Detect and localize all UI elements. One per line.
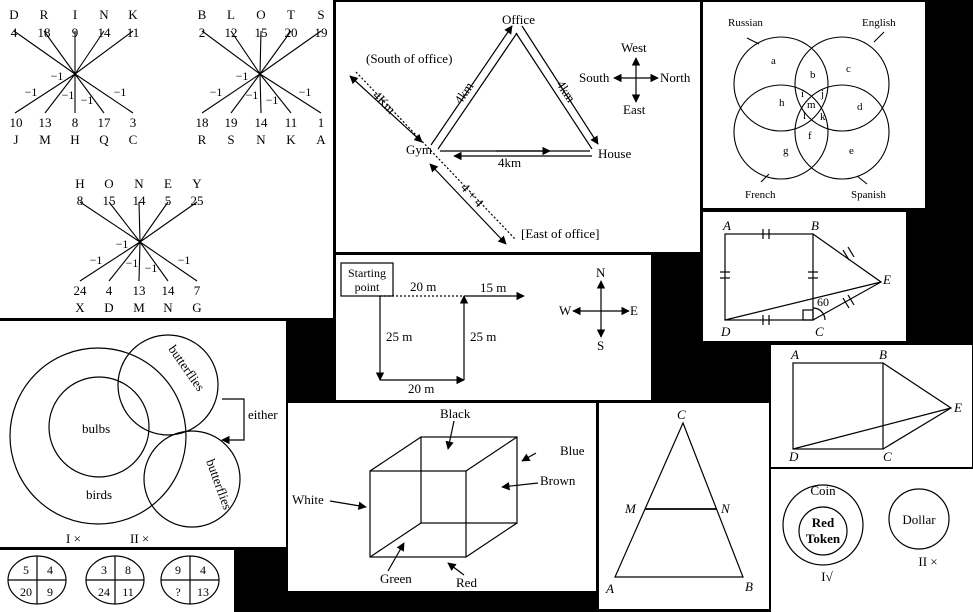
drink-offset-3: −1	[61, 88, 75, 102]
drink-number-3: 9	[71, 25, 79, 40]
gym-office-distance: 4km	[451, 79, 477, 107]
english-label: English	[862, 17, 896, 29]
honey-offset-5: −1	[177, 253, 191, 267]
circle1-cell-3: 20	[20, 585, 32, 599]
vertex-c: C	[815, 324, 824, 339]
french-label: French	[745, 189, 776, 201]
circle2-cell-1: 3	[101, 563, 107, 577]
either-label: either	[248, 407, 278, 422]
drink-out-letter-1: J	[13, 132, 19, 147]
region-h: h	[779, 97, 785, 109]
gym-house-distance: 4km	[498, 155, 522, 170]
svg-text:point: point	[354, 280, 380, 294]
vertex-e: E	[883, 272, 891, 287]
syllogism-mark-2: II ×	[130, 531, 150, 546]
circle2-cell-2: 8	[125, 563, 131, 577]
route-map-figure	[336, 2, 700, 252]
sq-vertex-a: A	[791, 347, 799, 362]
blots-letter-3: O	[256, 7, 266, 22]
honey-letter-1: H	[75, 176, 85, 191]
compass-left-label: South	[579, 70, 610, 85]
white-label: White	[292, 492, 324, 507]
honey-number-1: 8	[76, 193, 84, 208]
office-label: Office	[502, 12, 535, 27]
compass-e: E	[630, 303, 638, 318]
honey-out-letter-5: G	[192, 300, 202, 315]
language-venn-figure	[703, 2, 925, 208]
tri-point-m: M	[625, 501, 636, 516]
blots-out-letter-1: R	[197, 132, 207, 147]
east-distance: 4 + 4	[457, 179, 487, 210]
compass-bottom-label: East	[623, 102, 646, 117]
gym-label: Gym	[406, 142, 432, 157]
tri-vertex-c: C	[677, 407, 686, 422]
drink-number-4: 14	[97, 25, 111, 40]
walk-path-figure	[336, 255, 651, 400]
blue-label: Blue	[560, 443, 585, 458]
vertex-a: A	[723, 218, 731, 233]
drink-letter-2: R	[39, 7, 49, 22]
square-triangle-marks-figure	[703, 212, 906, 341]
drink-letter-3: I	[72, 7, 78, 22]
blots-number-2: 12	[224, 25, 238, 40]
blots-out-number-2: 19	[224, 115, 238, 130]
region-b: b	[810, 69, 816, 81]
region-f: f	[808, 130, 812, 142]
honey-out-letter-3: M	[133, 300, 145, 315]
region-a: a	[771, 55, 776, 67]
drink-out-number-2: 13	[38, 115, 52, 130]
midpoint-triangle-figure	[599, 403, 769, 609]
east-of-office-label: [East of office]	[521, 226, 600, 241]
south-distance: 4Km	[369, 87, 399, 117]
honey-out-number-4: 14	[161, 283, 175, 298]
drink-number-2: 18	[37, 25, 51, 40]
sq-vertex-b: B	[879, 347, 887, 362]
walk-dist-5: 20 m	[408, 381, 435, 396]
honey-out-number-2: 4	[105, 283, 113, 298]
honey-out-number-1: 24	[73, 283, 87, 298]
vertex-d: D	[721, 324, 731, 339]
black-label: Black	[440, 406, 471, 421]
circle1-cell-1: 5	[23, 563, 29, 577]
drink-offset-4: −1	[80, 93, 94, 107]
walk-dist-2: 15 m	[480, 280, 507, 295]
sq-vertex-c: C	[883, 449, 892, 464]
honey-offset-1: −1	[115, 237, 129, 251]
drink-offset-5: −1	[113, 85, 127, 99]
blots-letter-2: L	[227, 7, 235, 22]
honey-letter-2: O	[104, 176, 114, 191]
drink-out-number-3: 8	[71, 115, 79, 130]
drink-out-letter-5: C	[128, 132, 138, 147]
circle3-cell-3: ?	[175, 585, 181, 599]
blots-offset-3: −1	[245, 88, 259, 102]
coin-label: Coin	[810, 483, 836, 498]
honey-number-3: 14	[132, 193, 146, 208]
drink-offset-2: −1	[24, 85, 38, 99]
blots-out-letter-3: N	[256, 132, 266, 147]
sq-vertex-d: D	[789, 449, 799, 464]
spanish-label: Spanish	[851, 189, 886, 201]
cube-panel	[288, 403, 596, 591]
blots-number-1: 2	[198, 25, 206, 40]
honey-number-4: 5	[164, 193, 172, 208]
drink-out-number-5: 3	[129, 115, 137, 130]
office-house-distance: 4km	[553, 77, 579, 106]
code-words-figure	[0, 0, 333, 318]
honey-out-number-3: 13	[132, 283, 146, 298]
blots-offset-4: −1	[265, 93, 279, 107]
region-g: g	[783, 145, 789, 157]
house-label: House	[598, 146, 632, 161]
birds-label: birds	[86, 487, 112, 502]
drink-out-number-4: 17	[97, 115, 111, 130]
coin-token-figure	[771, 469, 973, 612]
compass-s: S	[597, 338, 605, 353]
walk-dist-4: 25 m	[470, 329, 497, 344]
honey-letter-3: N	[134, 176, 144, 191]
cube-figure	[288, 403, 596, 591]
red-label: Red	[456, 575, 477, 590]
midpoint-triangle-panel	[599, 403, 769, 609]
blots-out-number-1: 18	[195, 115, 209, 130]
circle2-cell-4: 11	[122, 585, 134, 599]
drink-letter-1: D	[9, 7, 19, 22]
drink-out-letter-2: M	[39, 132, 51, 147]
region-j: j	[821, 88, 825, 100]
region-d: d	[857, 101, 863, 113]
region-c: c	[846, 63, 851, 75]
svg-text:Red: Red	[811, 515, 835, 530]
drink-out-number-1: 10	[9, 115, 23, 130]
svg-text:Token: Token	[805, 531, 841, 546]
syllogism-panel	[0, 321, 286, 547]
russian-label: Russian	[728, 17, 763, 29]
butterflies-label-2: butterflies	[203, 456, 236, 512]
tri-point-n: N	[721, 501, 730, 516]
circle2-cell-3: 24	[98, 585, 110, 599]
honey-offset-4: −1	[144, 261, 158, 275]
honey-out-letter-1: X	[75, 300, 85, 315]
dollar-label: Dollar	[902, 512, 936, 527]
honey-out-letter-4: N	[163, 300, 173, 315]
coin-mark-1: I√	[821, 569, 833, 584]
blots-letter-4: T	[287, 7, 295, 22]
honey-out-letter-2: D	[104, 300, 114, 315]
bulbs-label: bulbs	[82, 421, 111, 436]
brown-label: Brown	[540, 473, 576, 488]
route-map-panel	[336, 2, 700, 252]
blots-out-letter-4: K	[286, 132, 296, 147]
region-e: e	[849, 145, 854, 157]
syllogism-mark-1: I ×	[66, 531, 81, 546]
drink-out-letter-4: Q	[99, 132, 109, 147]
honey-number-2: 15	[102, 193, 116, 208]
circle3-cell-2: 4	[200, 563, 206, 577]
honey-letter-5: Y	[192, 176, 202, 191]
square-triangle-marks-panel	[703, 212, 906, 341]
sq-vertex-e: E	[954, 400, 962, 415]
syllogism-figure	[0, 321, 286, 547]
drink-number-1: 4	[10, 25, 18, 40]
compass-right-label: North	[660, 70, 691, 85]
tri-vertex-b: B	[745, 579, 753, 594]
blots-offset-2: −1	[209, 85, 223, 99]
svg-text:Starting: Starting	[348, 266, 386, 280]
green-label: Green	[380, 571, 412, 586]
blots-out-number-3: 14	[254, 115, 268, 130]
circle3-cell-1: 9	[175, 563, 181, 577]
honey-number-5: 25	[190, 193, 204, 208]
square-triangle-figure	[771, 345, 972, 467]
drink-letter-5: K	[128, 7, 138, 22]
compass-w: W	[559, 303, 572, 318]
walk-dist-1: 20 m	[410, 279, 437, 294]
circle1-cell-4: 9	[47, 585, 53, 599]
angle-label: 60	[817, 295, 829, 309]
code-words-panel	[0, 0, 333, 318]
drink-out-letter-3: H	[70, 132, 80, 147]
blots-letter-5: S	[317, 7, 325, 22]
blots-number-3: 15	[254, 25, 268, 40]
language-venn-panel	[703, 2, 925, 208]
tri-vertex-a: A	[606, 581, 614, 596]
compass-top-label: West	[621, 40, 647, 55]
vertex-b: B	[811, 218, 819, 233]
compass-n: N	[596, 265, 606, 280]
honey-out-number-5: 7	[193, 283, 201, 298]
number-circles-panel	[0, 550, 234, 612]
blots-out-letter-5: A	[316, 132, 326, 147]
region-i: i	[801, 88, 805, 100]
blots-offset-5: −1	[298, 85, 312, 99]
region-l: l	[803, 110, 807, 122]
drink-number-5: 11	[126, 25, 140, 40]
butterflies-label-1: butterflies	[165, 342, 209, 394]
blots-out-number-5: 1	[317, 115, 325, 130]
circle3-cell-4: 13	[197, 585, 209, 599]
walk-dist-3: 25 m	[386, 329, 413, 344]
region-m: m	[807, 99, 816, 111]
honey-offset-2: −1	[89, 253, 103, 267]
blots-number-5: 19	[314, 25, 328, 40]
square-triangle-panel	[771, 345, 972, 467]
blots-number-4: 20	[284, 25, 298, 40]
honey-offset-3: −1	[125, 256, 139, 270]
blots-letter-1: B	[197, 7, 207, 22]
blots-out-number-4: 11	[284, 115, 298, 130]
blots-offset-1: −1	[235, 69, 249, 83]
honey-letter-4: E	[164, 176, 172, 191]
walk-path-panel	[336, 255, 651, 400]
coin-token-panel	[771, 469, 973, 612]
coin-mark-2: II ×	[918, 554, 938, 569]
region-k: k	[820, 111, 826, 123]
south-of-office-label: (South of office)	[366, 51, 453, 66]
blots-out-letter-2: S	[227, 132, 235, 147]
drink-letter-4: N	[99, 7, 109, 22]
circle1-cell-2: 4	[47, 563, 53, 577]
number-circles-figure	[0, 550, 234, 612]
drink-offset-1: −1	[50, 69, 64, 83]
